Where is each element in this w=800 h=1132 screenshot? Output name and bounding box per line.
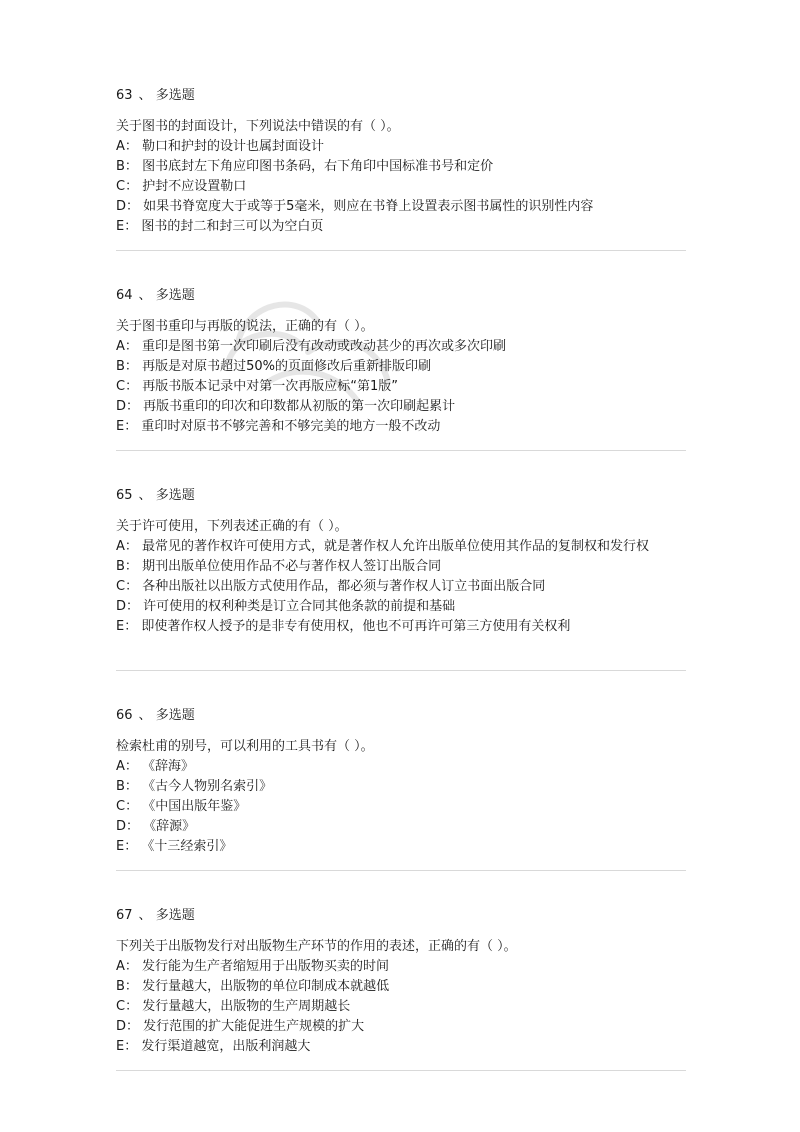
option-d[interactable]: [116, 1017, 686, 1037]
option-text: 如果书脊宽度大于或等于5毫米，则应在书脊上设置表示图书属性的识别性内容: [143, 199, 594, 214]
option-d[interactable]: [116, 397, 686, 417]
option-letter: E：: [116, 1039, 138, 1054]
option-a[interactable]: [116, 137, 686, 157]
option-b[interactable]: [116, 357, 686, 377]
option-text: 各种出版社以出版方式使用作品，都必须与著作权人订立书面出版合同: [142, 579, 546, 594]
question-divider: [116, 450, 686, 451]
option-text: 期刊出版单位使用作品不必与著作权人签订出版合同: [142, 559, 442, 574]
question-number: 65: [116, 488, 133, 503]
option-c[interactable]: [116, 177, 686, 197]
option-d[interactable]: [116, 597, 686, 617]
option-a[interactable]: [116, 537, 686, 557]
option-letter: C：: [116, 179, 139, 194]
question-header: [116, 906, 686, 926]
option-d[interactable]: [116, 817, 686, 837]
question-block: [116, 286, 686, 437]
question-block: [116, 486, 686, 637]
question-type: 多选题: [155, 288, 195, 303]
option-text: 再版书重印的印次和印数都从初版的第一次印刷起累计: [143, 399, 456, 414]
option-text: 《十三经索引》: [141, 839, 233, 854]
option-a[interactable]: [116, 337, 686, 357]
question-type: 多选题: [155, 708, 195, 723]
option-letter: D：: [116, 399, 140, 414]
number-separator: 、: [138, 488, 152, 503]
option-c[interactable]: [116, 997, 686, 1017]
option-text: 《古今人物别名索引》: [142, 779, 273, 794]
option-text: 《辞海》: [142, 759, 195, 774]
option-b[interactable]: [116, 157, 686, 177]
option-b[interactable]: [116, 977, 686, 997]
option-letter: A：: [116, 339, 138, 354]
question-header: [116, 486, 686, 506]
question-divider: [116, 870, 686, 871]
option-c[interactable]: [116, 797, 686, 817]
question-number: 67: [116, 908, 133, 923]
option-letter: C：: [116, 579, 139, 594]
option-letter: A：: [116, 759, 138, 774]
option-text: 重印时对原书不够完善和不够完美的地方一般不改动: [141, 419, 441, 434]
question-divider: [116, 1070, 686, 1071]
question-type: 多选题: [155, 488, 195, 503]
option-text: 《辞源》: [143, 819, 196, 834]
option-text: 再版书版本记录中对第一次再版应标“第1版”: [142, 379, 398, 394]
option-text: 重印是图书第一次印刷后没有改动或改动甚少的再次或多次印刷: [142, 339, 507, 354]
option-c[interactable]: [116, 377, 686, 397]
question-stem: 关于许可使用，下列表述正确的有（ ）。: [116, 519, 348, 534]
question-stem: 关于图书的封面设计，下列说法中错误的有（ ）。: [116, 119, 400, 134]
option-letter: B：: [116, 779, 138, 794]
number-separator: 、: [138, 908, 152, 923]
question-stem: 检索杜甫的别号，可以利用的工具书有（ ）。: [116, 739, 374, 754]
option-d[interactable]: [116, 197, 686, 217]
question-block: [116, 86, 686, 237]
option-letter: A：: [116, 959, 138, 974]
question-divider: [116, 250, 686, 251]
option-text: 即使著作权人授予的是非专有使用权，他也不可再许可第三方使用有关权利: [141, 619, 571, 634]
option-text: 护封不应设置勒口: [142, 179, 247, 194]
option-c[interactable]: [116, 577, 686, 597]
option-e[interactable]: [116, 837, 686, 857]
option-letter: C：: [116, 799, 139, 814]
option-letter: D：: [116, 1019, 140, 1034]
option-text: 《中国出版年鉴》: [142, 799, 247, 814]
option-a[interactable]: [116, 757, 686, 777]
option-letter: E：: [116, 839, 138, 854]
question-header: [116, 706, 686, 726]
question-stem: 关于图书重印与再版的说法，正确的有（ ）。: [116, 319, 374, 334]
option-e[interactable]: [116, 1037, 686, 1057]
option-letter: E：: [116, 619, 138, 634]
option-letter: C：: [116, 379, 139, 394]
question-number: 64: [116, 288, 133, 303]
option-text: 最常见的著作权许可使用方式，就是著作权人允许出版单位使用其作品的复制权和发行权: [142, 539, 650, 554]
option-text: 发行渠道越宽，出版利润越大: [141, 1039, 311, 1054]
option-letter: A：: [116, 539, 138, 554]
question-divider: [116, 670, 686, 671]
question-header: [116, 286, 686, 306]
option-text: 发行量越大，出版物的单位印制成本就越低: [142, 979, 390, 994]
option-text: 图书的封二和封三可以为空白页: [141, 219, 324, 234]
option-e[interactable]: [116, 417, 686, 437]
option-text: 再版是对原书超过50%的页面修改后重新排版印刷: [142, 359, 431, 374]
question-number: 66: [116, 708, 133, 723]
number-separator: 、: [138, 708, 152, 723]
number-separator: 、: [138, 88, 152, 103]
option-text: 图书底封左下角应印图书条码，右下角印中国标准书号和定价: [142, 159, 494, 174]
option-text: 许可使用的权利种类是订立合同其他条款的前提和基础: [143, 599, 456, 614]
option-letter: D：: [116, 819, 140, 834]
option-letter: A：: [116, 139, 138, 154]
question-stem: 下列关于出版物发行对出版物生产环节的作用的表述，正确的有（ ）。: [116, 939, 517, 954]
option-e[interactable]: [116, 617, 686, 637]
option-letter: B：: [116, 159, 138, 174]
option-letter: C：: [116, 999, 139, 1014]
option-b[interactable]: [116, 557, 686, 577]
question-block: [116, 906, 686, 1057]
option-letter: E：: [116, 419, 138, 434]
question-header: [116, 86, 686, 106]
question-block: [116, 706, 686, 857]
option-letter: D：: [116, 599, 140, 614]
question-type: 多选题: [155, 908, 195, 923]
option-e[interactable]: [116, 217, 686, 237]
option-letter: E：: [116, 219, 138, 234]
number-separator: 、: [138, 288, 152, 303]
option-a[interactable]: [116, 957, 686, 977]
option-text: 发行范围的扩大能促进生产规模的扩大: [143, 1019, 365, 1034]
option-text: 发行能为生产者缩短用于出版物买卖的时间: [142, 959, 390, 974]
question-number: 63: [116, 88, 133, 103]
option-b[interactable]: [116, 777, 686, 797]
option-text: 发行量越大，出版物的生产周期越长: [142, 999, 351, 1014]
option-text: 勒口和护封的设计也属封面设计: [142, 139, 325, 154]
question-type: 多选题: [155, 88, 195, 103]
option-letter: B：: [116, 559, 138, 574]
option-letter: B：: [116, 359, 138, 374]
option-letter: B：: [116, 979, 138, 994]
option-letter: D：: [116, 199, 140, 214]
